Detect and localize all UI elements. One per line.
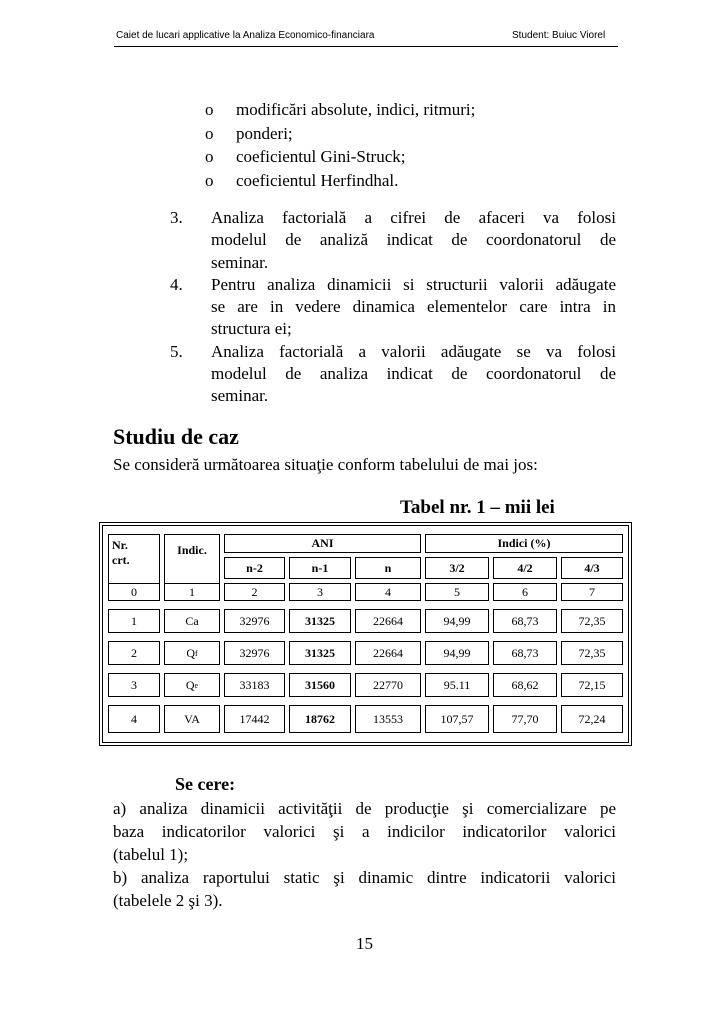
table-cell: 18762 <box>289 705 351 733</box>
table-cell: 72,15 <box>561 673 623 697</box>
table-cell: 68,73 <box>493 609 557 633</box>
bullet-marker: o <box>205 123 214 143</box>
subheader-cell: 4/3 <box>561 557 623 579</box>
item-line: seminar. <box>211 252 269 272</box>
item-line: Analiza factorială a cifrei de afaceri va folosi <box>211 208 616 227</box>
table-row-nr: 1 <box>108 609 160 633</box>
item-line: se are in vedere dinamica elementelor care intra in <box>211 297 616 317</box>
header-nr: Nr. <box>112 538 128 552</box>
header-indici: Indici (%) <box>425 534 623 553</box>
indic-label: Q <box>186 645 195 660</box>
table-cell: 31560 <box>289 673 351 697</box>
page-header <box>116 30 616 44</box>
bullet-item <box>205 145 475 169</box>
item-line: seminar. <box>211 386 269 406</box>
table-cell: 94,99 <box>425 609 489 633</box>
numbered-item <box>170 274 616 341</box>
subheader-cell: 4/2 <box>493 557 557 579</box>
index-cell: 0 <box>108 583 160 601</box>
bullet-marker: o <box>205 170 214 190</box>
table-cell: 32976 <box>224 609 285 633</box>
table-row-indic <box>164 673 220 697</box>
requirements-title: Se cere: <box>175 774 236 794</box>
bullet-text: coeficientul Herfindhal. <box>236 170 399 190</box>
table-row-nr: 4 <box>108 705 160 733</box>
index-cell: 4 <box>355 583 421 601</box>
subheader-cell: n <box>355 557 421 579</box>
indic-subscript: f <box>195 648 198 658</box>
bullet-text: ponderi; <box>236 123 293 143</box>
subheader-cell: n-2 <box>224 557 285 579</box>
item-number: 4. <box>170 274 183 294</box>
table-cell: 22770 <box>355 673 421 697</box>
header-indic: Indic. <box>164 534 220 586</box>
table-cell: 95.11 <box>425 673 489 697</box>
bullet-marker: o <box>205 100 214 119</box>
bullet-text: coeficientul Gini-Struck; <box>236 147 406 166</box>
requirement-line: a) analiza dinamicii activităţii de producţie şi comercializare pe <box>113 799 616 818</box>
table-cell: 22664 <box>355 609 421 633</box>
item-text <box>211 207 616 274</box>
item-line: modelul de analiza indicat de coordonatorul de <box>211 364 616 384</box>
table-cell: 72,24 <box>561 705 623 733</box>
subheader-cell: 3/2 <box>425 557 489 579</box>
index-cell: 3 <box>289 583 351 601</box>
data-table <box>99 522 632 746</box>
numbered-item <box>170 341 616 408</box>
indic-label: VA <box>184 711 200 726</box>
item-line: Pentru analiza dinamicii si structurii valorii adăugate <box>211 274 616 294</box>
item-line: modelul de analiză indicat de coordonatorul de <box>211 230 616 250</box>
bullet-list <box>205 98 475 192</box>
index-cell: 1 <box>164 583 220 601</box>
table-caption: Tabel nr. 1 – mii lei <box>400 497 555 518</box>
table-cell: 31325 <box>289 609 351 633</box>
bullet-item <box>205 122 475 146</box>
table-cell: 68,73 <box>493 641 557 665</box>
bullet-marker: o <box>205 147 214 166</box>
bullet-item <box>205 169 475 193</box>
table-cell: 77,70 <box>493 705 557 733</box>
table-row-nr: 2 <box>108 641 160 665</box>
header-ani: ANI <box>224 534 421 553</box>
index-cell: 2 <box>224 583 285 601</box>
table-row-indic <box>164 609 220 633</box>
index-cell: 7 <box>561 583 623 601</box>
table-cell: 68,62 <box>493 673 557 697</box>
table-cell: 72,35 <box>561 609 623 633</box>
case-study-title: Studiu de caz <box>113 424 239 449</box>
index-cell: 6 <box>493 583 557 601</box>
header-nr-crt <box>108 534 160 586</box>
table-cell: 17442 <box>224 705 285 733</box>
item-number: 3. <box>170 208 183 227</box>
item-text <box>211 341 616 408</box>
table-cell: 72,35 <box>561 641 623 665</box>
table-cell: 33183 <box>224 673 285 697</box>
subheader-cell: n-1 <box>289 557 351 579</box>
indic-label: Ca <box>185 613 199 628</box>
requirement-a <box>113 797 616 866</box>
header-divider <box>114 46 618 47</box>
table-cell: 94,99 <box>425 641 489 665</box>
table-cell: 107,57 <box>425 705 489 733</box>
bullet-item <box>205 98 475 122</box>
page-number: 15 <box>356 934 373 953</box>
index-cell: 5 <box>425 583 489 601</box>
table-row-indic <box>164 641 220 665</box>
case-study-intro: Se consideră următoarea situaţie conform tabelului de mai jos: <box>113 455 538 474</box>
requirement-line: (tabelul 1); <box>113 845 189 864</box>
header-crt: crt. <box>112 553 130 567</box>
indic-label: Q <box>185 677 195 692</box>
table-cell: 31325 <box>289 641 351 665</box>
table-cell: 22664 <box>355 641 421 665</box>
requirement-line: b) analiza raportului static şi dinamic dintre indicatorii valorici <box>113 868 616 887</box>
item-line: structura ei; <box>211 319 292 339</box>
item-text <box>211 274 616 341</box>
requirement-b <box>113 866 616 912</box>
table-cell: 32976 <box>224 641 285 665</box>
item-number: 5. <box>170 341 183 361</box>
bullet-text: modificări absolute, indici, ritmuri; <box>236 100 476 119</box>
numbered-item <box>170 207 616 274</box>
requirement-line: baza indicatorilor valorici şi a indicilor indicatorilor valorici <box>113 822 616 841</box>
table-row-nr: 3 <box>108 673 160 697</box>
header-student: Student: Buiuc Viorel <box>512 30 606 41</box>
table-row-indic <box>164 705 220 733</box>
indic-subscript: e <box>194 680 199 690</box>
requirement-line: (tabelele 2 şi 3). <box>113 891 223 910</box>
header-title: Caiet de lucari applicative la Analiza Economico-financiara <box>116 30 375 41</box>
item-line: Analiza factorială a valorii adăugate se va folosi <box>211 341 616 361</box>
numbered-list <box>170 207 616 408</box>
table-cell: 13553 <box>355 705 421 733</box>
